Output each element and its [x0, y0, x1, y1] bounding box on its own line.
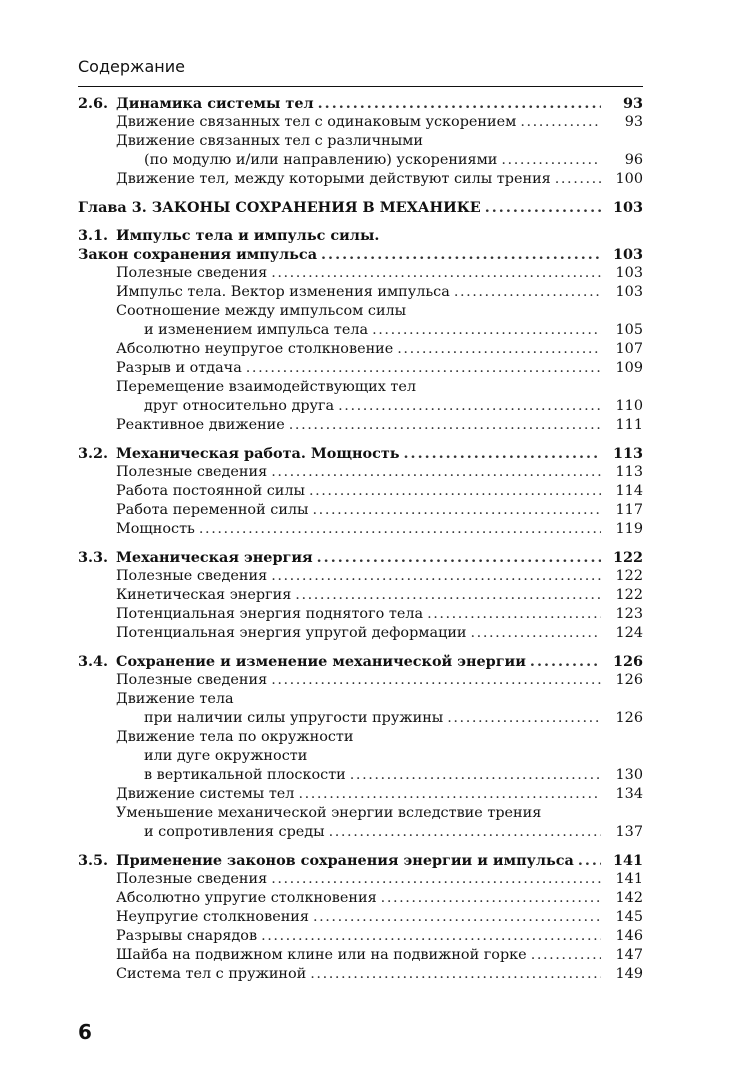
dot-leader: [372, 321, 601, 340]
toc-entry: [78, 804, 643, 823]
entry-page-number: 96: [624, 152, 643, 168]
entry-title: Потенциальная энергия упругой деформации: [116, 625, 467, 641]
dot-leader: [531, 946, 601, 965]
entry-title: Движение связанных тел с различными: [116, 133, 423, 149]
entry-page-number: 93: [622, 95, 643, 112]
toc-entry: [78, 340, 643, 359]
entry-title: Движение тела по окружности: [116, 729, 354, 745]
toc-entry: [78, 671, 643, 690]
toc-entry: [78, 870, 643, 889]
section-number: 2.6.: [78, 95, 109, 112]
entry-title: Реактивное движение: [116, 417, 285, 433]
dot-leader: [295, 586, 601, 605]
toc-entry: [78, 927, 643, 946]
entry-page-number: 117: [615, 502, 643, 518]
entry-page-number: 103: [612, 246, 643, 263]
toc-entry: [78, 605, 643, 624]
entry-page-number: 119: [615, 521, 643, 537]
entry-title: Работа постоянной силы: [116, 483, 305, 499]
table-of-contents: [78, 94, 643, 993]
entry-title: Шайба на подвижном клине или на подвижной горке: [116, 947, 527, 963]
dot-leader: [321, 245, 601, 264]
entry-page-number: 122: [615, 587, 643, 603]
dot-leader: [261, 927, 601, 946]
entry-page-number: 122: [615, 568, 643, 584]
entry-title: Уменьшение механической энергии вследствие трения: [116, 805, 542, 821]
entry-title: в вертикальной плоскости: [144, 767, 346, 783]
entry-title: Закон сохранения импульса: [78, 246, 318, 263]
entry-title: друг относительно друга: [144, 398, 335, 414]
toc-entry: [78, 728, 643, 747]
toc-entry: [78, 908, 643, 927]
toc-entry: [78, 245, 643, 264]
entry-title: Абсолютно упругие столкновения: [116, 890, 377, 906]
entry-title: Глава 3. ЗАКОНЫ СОХРАНЕНИЯ В МЕХАНИКЕ: [78, 199, 481, 216]
entry-page-number: 141: [612, 852, 643, 869]
entry-title: Динамика системы тел: [116, 95, 314, 112]
toc-entry: [78, 851, 643, 870]
dot-leader: [530, 652, 601, 671]
entry-title: Потенциальная энергия поднятого тела: [116, 606, 424, 622]
dot-leader: [427, 605, 601, 624]
entry-title: Импульс тела. Вектор изменения импульса: [116, 284, 450, 300]
dot-leader: [555, 170, 601, 189]
toc-entry: [78, 520, 643, 539]
toc-entry: [78, 198, 643, 217]
dot-leader: [271, 264, 601, 283]
toc-entry: [78, 823, 643, 842]
dot-leader: [350, 766, 601, 785]
entry-title: Механическая энергия: [116, 549, 313, 566]
entry-page-number: 126: [612, 653, 643, 670]
section-number: 3.4.: [78, 653, 109, 670]
entry-title: или дуге окружности: [144, 748, 308, 764]
entry-page-number: 126: [615, 710, 643, 726]
entry-title: Движение тела: [116, 691, 234, 707]
entry-page-number: 137: [615, 824, 643, 840]
dot-leader: [271, 463, 601, 482]
dot-leader: [271, 870, 601, 889]
entry-title: Полезные сведения: [116, 672, 268, 688]
dot-leader: [501, 151, 601, 170]
dot-leader: [454, 283, 601, 302]
entry-title: Движение тел, между которыми действуют силы трения: [116, 171, 551, 187]
toc-entry: [78, 965, 643, 984]
dot-leader: [199, 520, 601, 539]
entry-page-number: 141: [615, 871, 643, 887]
entry-page-number: 100: [615, 171, 643, 187]
toc-entry: [78, 747, 643, 766]
section-number: 3.2.: [78, 445, 109, 462]
dot-leader: [447, 709, 601, 728]
entry-title: Система тел с пружиной: [116, 966, 307, 982]
entry-title: Механическая работа. Мощность: [116, 445, 400, 462]
entry-page-number: 114: [615, 483, 643, 499]
entry-title: Разрыв и отдача: [116, 360, 242, 376]
entry-page-number: 134: [615, 786, 643, 802]
entry-title: Движение системы тел: [116, 786, 295, 802]
dot-leader: [313, 908, 601, 927]
toc-entry: [78, 113, 643, 132]
toc-entry: [78, 397, 643, 416]
toc-entry: [78, 463, 643, 482]
entry-page-number: 93: [624, 114, 643, 130]
toc-entry: [78, 766, 643, 785]
entry-title: и сопротивления среды: [144, 824, 325, 840]
entry-title: Движение связанных тел с одинаковым ускорением: [116, 114, 517, 130]
toc-entry: [78, 567, 643, 586]
entry-page-number: 103: [615, 265, 643, 281]
dot-leader: [317, 548, 601, 567]
entry-title: Неупругие столкновения: [116, 909, 309, 925]
toc-entry: [78, 501, 643, 520]
toc-section: [78, 444, 643, 539]
toc-entry: [78, 170, 643, 189]
dot-leader: [271, 671, 601, 690]
entry-title: Полезные сведения: [116, 568, 268, 584]
entry-page-number: 103: [615, 284, 643, 300]
toc-entry: [78, 359, 643, 378]
entry-page-number: 126: [615, 672, 643, 688]
dot-leader: [289, 416, 601, 435]
dot-leader: [381, 889, 601, 908]
entry-title: Разрывы снарядов: [116, 928, 258, 944]
dot-leader: [313, 501, 601, 520]
entry-page-number: 113: [612, 445, 643, 462]
dot-leader: [471, 624, 601, 643]
entry-page-number: 142: [615, 890, 643, 906]
entry-title: Работа переменной силы: [116, 502, 309, 518]
entry-page-number: 109: [615, 360, 643, 376]
entry-title: Мощность: [116, 521, 195, 537]
toc-entry: [78, 586, 643, 605]
entry-title: Полезные сведения: [116, 464, 268, 480]
entry-page-number: 146: [615, 928, 643, 944]
toc-entry: [78, 302, 643, 321]
entry-title: при наличии силы упругости пружины: [144, 710, 444, 726]
section-number: 3.5.: [78, 852, 109, 869]
entry-page-number: 147: [615, 947, 643, 963]
page-number: 6: [78, 1020, 92, 1044]
toc-entry: [78, 946, 643, 965]
entry-page-number: 122: [612, 549, 643, 566]
dot-leader: [329, 823, 601, 842]
entry-page-number: 130: [615, 767, 643, 783]
entry-title: (по модулю и/или направлению) ускорениями: [144, 152, 498, 168]
entry-page-number: 124: [615, 625, 643, 641]
entry-title: Сохранение и изменение механической энергии: [116, 653, 526, 670]
toc-section: [78, 226, 643, 435]
toc-entry: [78, 283, 643, 302]
toc-section: [78, 851, 643, 984]
dot-leader: [338, 397, 601, 416]
dot-leader: [520, 113, 601, 132]
dot-leader: [397, 340, 601, 359]
dot-leader: [318, 94, 601, 113]
dot-leader: [309, 482, 601, 501]
toc-section: [78, 652, 643, 842]
toc-entry: [78, 482, 643, 501]
toc-entry: [78, 624, 643, 643]
toc-entry: [78, 548, 643, 567]
entry-title: Абсолютно неупругое столкновение: [116, 341, 394, 357]
entry-title: Полезные сведения: [116, 871, 268, 887]
entry-title: Кинетическая энергия: [116, 587, 292, 603]
dot-leader: [271, 567, 601, 586]
entry-page-number: 103: [612, 199, 643, 216]
entry-page-number: 105: [615, 322, 643, 338]
entry-page-number: 123: [615, 606, 643, 622]
entry-page-number: 107: [615, 341, 643, 357]
toc-entry: [78, 444, 643, 463]
entry-title: Применение законов сохранения энергии и импульса: [116, 852, 574, 869]
dot-leader: [298, 785, 601, 804]
toc-entry: [78, 889, 643, 908]
entry-title: Импульс тела и импульс силы.: [116, 227, 380, 244]
entry-page-number: 145: [615, 909, 643, 925]
toc-entry: [78, 264, 643, 283]
toc-section: [78, 198, 643, 217]
toc-entry: [78, 378, 643, 397]
dot-leader: [246, 359, 601, 378]
toc-entry: [78, 151, 643, 170]
entry-title: и изменением импульса тела: [144, 322, 369, 338]
header-rule: [78, 86, 643, 87]
toc-entry: [78, 416, 643, 435]
toc-entry: [78, 652, 643, 671]
section-number: 3.1.: [78, 227, 109, 244]
toc-entry: [78, 690, 643, 709]
entry-page-number: 110: [615, 398, 643, 414]
dot-leader: [310, 965, 601, 984]
toc-entry: [78, 785, 643, 804]
dot-leader: [485, 198, 601, 217]
toc-entry: [78, 132, 643, 151]
toc-entry: [78, 709, 643, 728]
entry-page-number: 149: [615, 966, 643, 982]
toc-section: [78, 548, 643, 643]
entry-title: Полезные сведения: [116, 265, 268, 281]
dot-leader: [578, 851, 601, 870]
entry-title: Перемещение взаимодействующих тел: [116, 379, 417, 395]
toc-entry: [78, 94, 643, 113]
dot-leader: [404, 444, 601, 463]
entry-page-number: 111: [615, 417, 643, 433]
section-number: 3.3.: [78, 549, 109, 566]
entry-page-number: 113: [615, 464, 643, 480]
toc-entry: [78, 321, 643, 340]
toc-section: [78, 94, 643, 189]
running-head: Содержание: [78, 57, 185, 76]
entry-title: Соотношение между импульсом силы: [116, 303, 407, 319]
toc-entry: [78, 226, 643, 245]
